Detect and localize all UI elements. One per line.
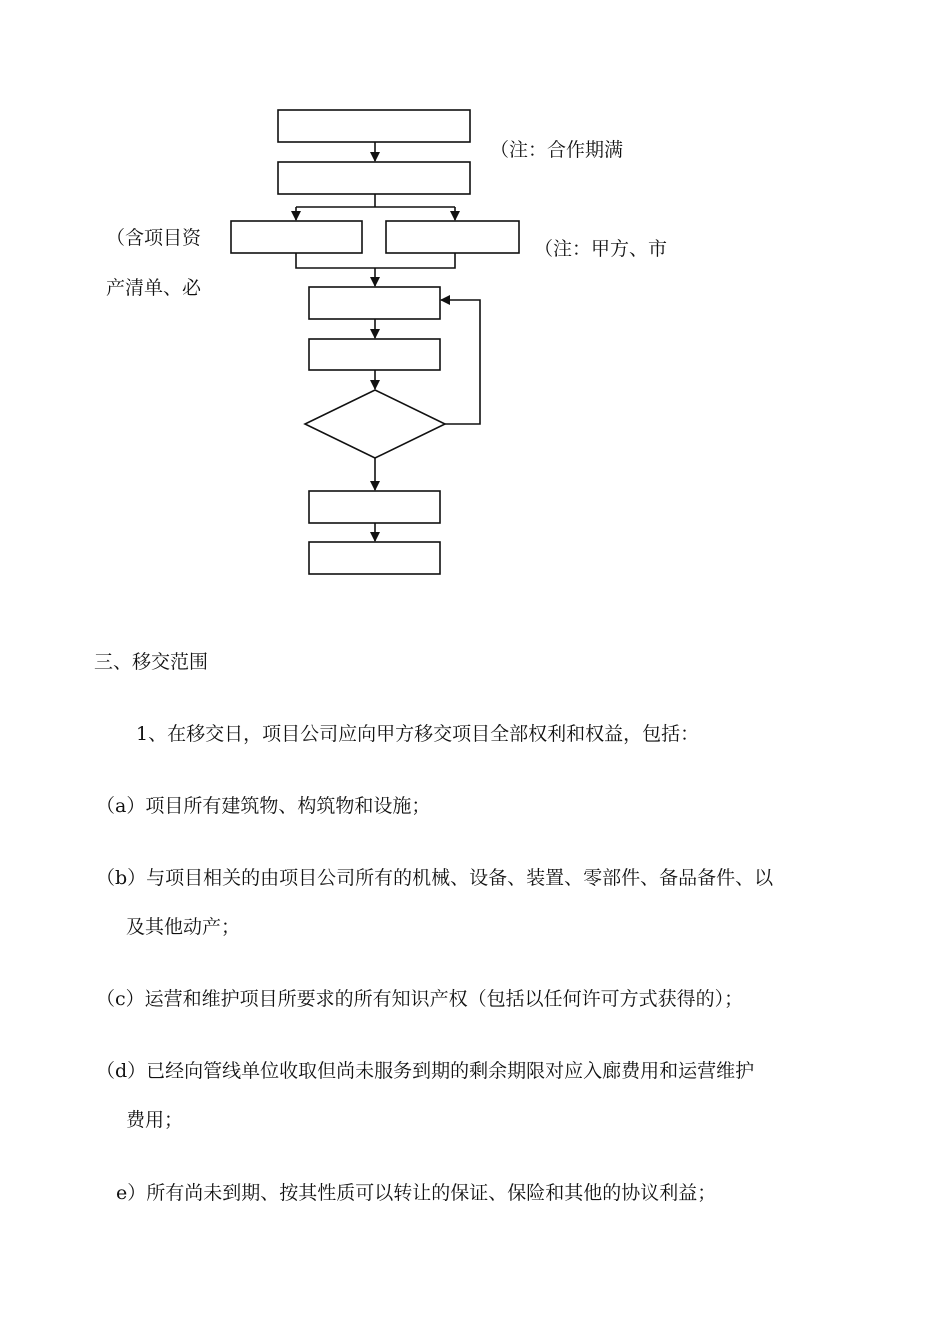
flow-box-3 [309, 287, 440, 319]
flow-box-2 [278, 162, 470, 194]
flow-box-1 [278, 110, 470, 142]
flow-box-right [386, 221, 519, 253]
note-left-line-1: （含项目资 [106, 227, 202, 249]
flow-loop-back [441, 300, 480, 424]
list-item-b-line-1: （b）与项目相关的由项目公司所有的机械、设备、装置、零部件、备品备件、以 [96, 867, 774, 889]
list-item-d-line-1: （d）已经向管线单位收取但尚未服务到期的剩余期限对应入廊费用和运营维护 [96, 1060, 755, 1082]
note-right: （注：甲方、市 [534, 238, 668, 260]
intro-paragraph: 1、在移交日，项目公司应向甲方移交项目全部权利和权益，包括： [136, 723, 700, 745]
flow-box-6 [309, 542, 440, 574]
transfer-flowchart [0, 0, 950, 620]
note-top: （注：合作期满 [490, 139, 624, 161]
list-item-b-line-2: 及其他动产； [126, 916, 241, 938]
flow-connector [296, 253, 455, 268]
list-item-d-line-2: 费用； [126, 1109, 184, 1131]
flow-box-left [231, 221, 362, 253]
list-item-a: （a）项目所有建筑物、构筑物和设施； [96, 795, 431, 817]
note-left-line-2: 产清单、必 [106, 277, 202, 299]
flow-decision-diamond [305, 390, 445, 458]
list-item-c: （c）运营和维护项目所要求的所有知识产权（包括以任何许可方式获得的）； [96, 988, 744, 1010]
section-heading: 三、移交范围 [94, 651, 209, 673]
list-item-e: e）所有尚未到期、按其性质可以转让的保证、保险和其他的协议利益； [116, 1182, 717, 1204]
flow-box-5 [309, 491, 440, 523]
flow-box-4 [309, 339, 440, 370]
